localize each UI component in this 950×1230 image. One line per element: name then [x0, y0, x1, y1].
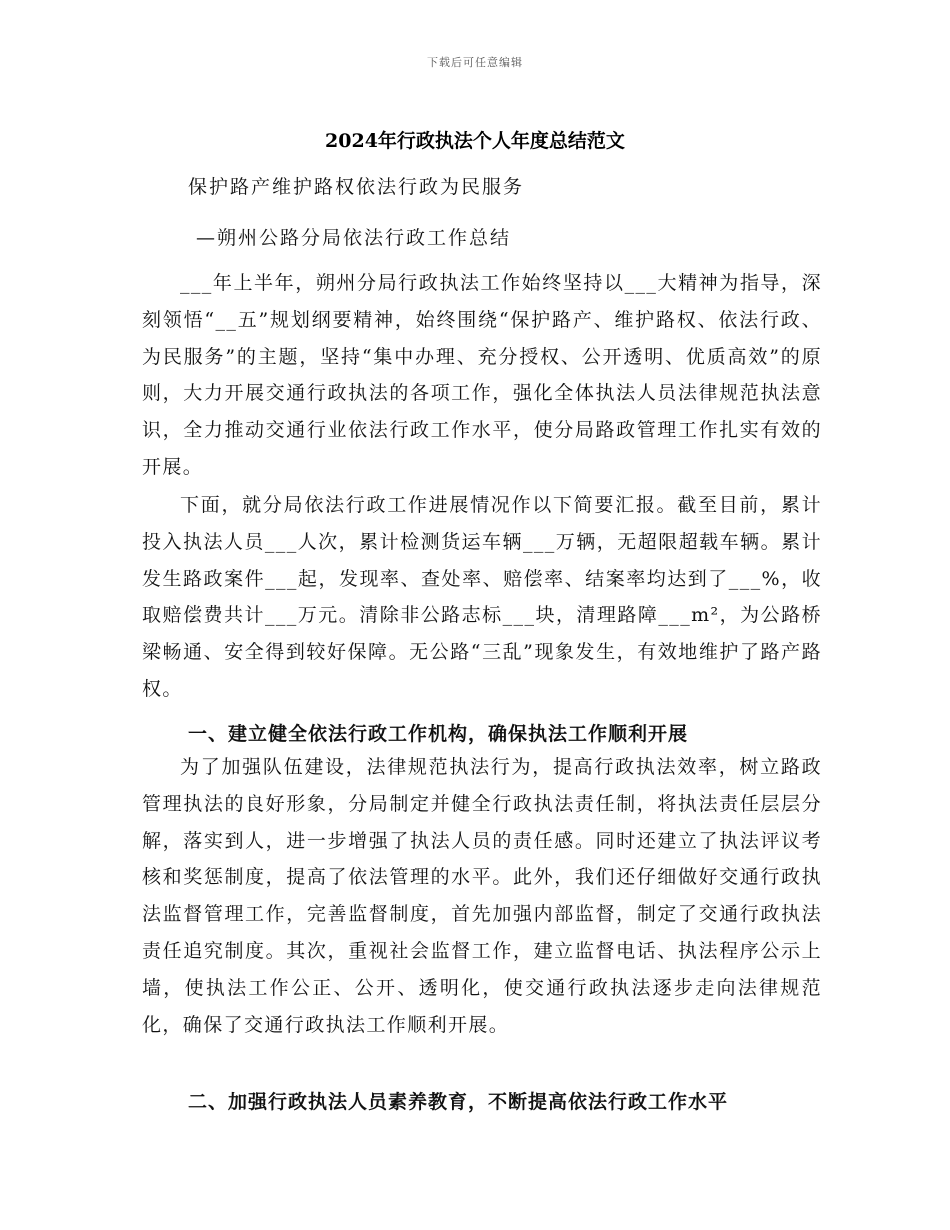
document-title: 2024年行政执法个人年度总结范文: [325, 130, 625, 152]
subtitle-report: —朔州公路分局依法行政工作总结: [196, 227, 512, 249]
section-heading-2: 二、加强行政执法人员素养教育，不断提高依法行政工作水平: [188, 1091, 729, 1113]
paragraph-section-1: 为了加强队伍建设，法律规范执法行为，提高行政执法效率，树立路政管理执法的良好形象，分局制定并健全行政执法责任制，将执法责任层层分解，落实到人，进一步增强了执法人员的责任感。同时还建立了执法评议考核和奖惩制度，提高了依法管理的水平。此外，我们还仔细做好交通行政执法监督管理工作，完善监督制度，首先加强内部监督，制定了交通行政执法责任追究制度。其次，重视社会监督工作，建立监督电话、执法程序公示上墙，使执法工作公正、公开、透明化，使交通行政执法逐步走向法律规范化，确保了交通行政执法工作顺利开展。: [142, 756, 822, 1036]
section-heading-1: 一、建立健全依法行政工作机构，确保执法工作顺利开展: [188, 723, 689, 745]
paragraph-summary: 下面，就分局依法行政工作进展情况作以下简要汇报。截至目前，累计投入执法人员___人次，累计检测货运车辆___万辆，无超限超载车辆。累计发生路政案件___起，发现率、查处率、赔偿率、结案率均达到了___%，收取赔偿费共计___万元。清除非公路志标___块，清理路障___m²，为公路桥梁畅通、安全得到较好保障。无公路“三乱”现象发生，有效地维护了路产路权。: [142, 494, 822, 700]
header-note: 下载后可任意编辑: [427, 56, 523, 69]
paragraph-intro: ___年上半年，朔州分局行政执法工作始终坚持以___大精神为指导，深刻领悟“__五”规划纲要精神，始终围绕“保护路产、维护路权、依法行政、为民服务”的主题，坚持“集中办理、充分授权、公开透明、优质高效”的原则，大力开展交通行政执法的各项工作，强化全体执法人员法律规范执法意识，全力推动交通行业依法行政工作水平，使分局路政管理工作扎实有效的开展。: [142, 272, 822, 478]
subtitle-slogan: 保护路产维护路权依法行政为民服务: [188, 176, 525, 198]
